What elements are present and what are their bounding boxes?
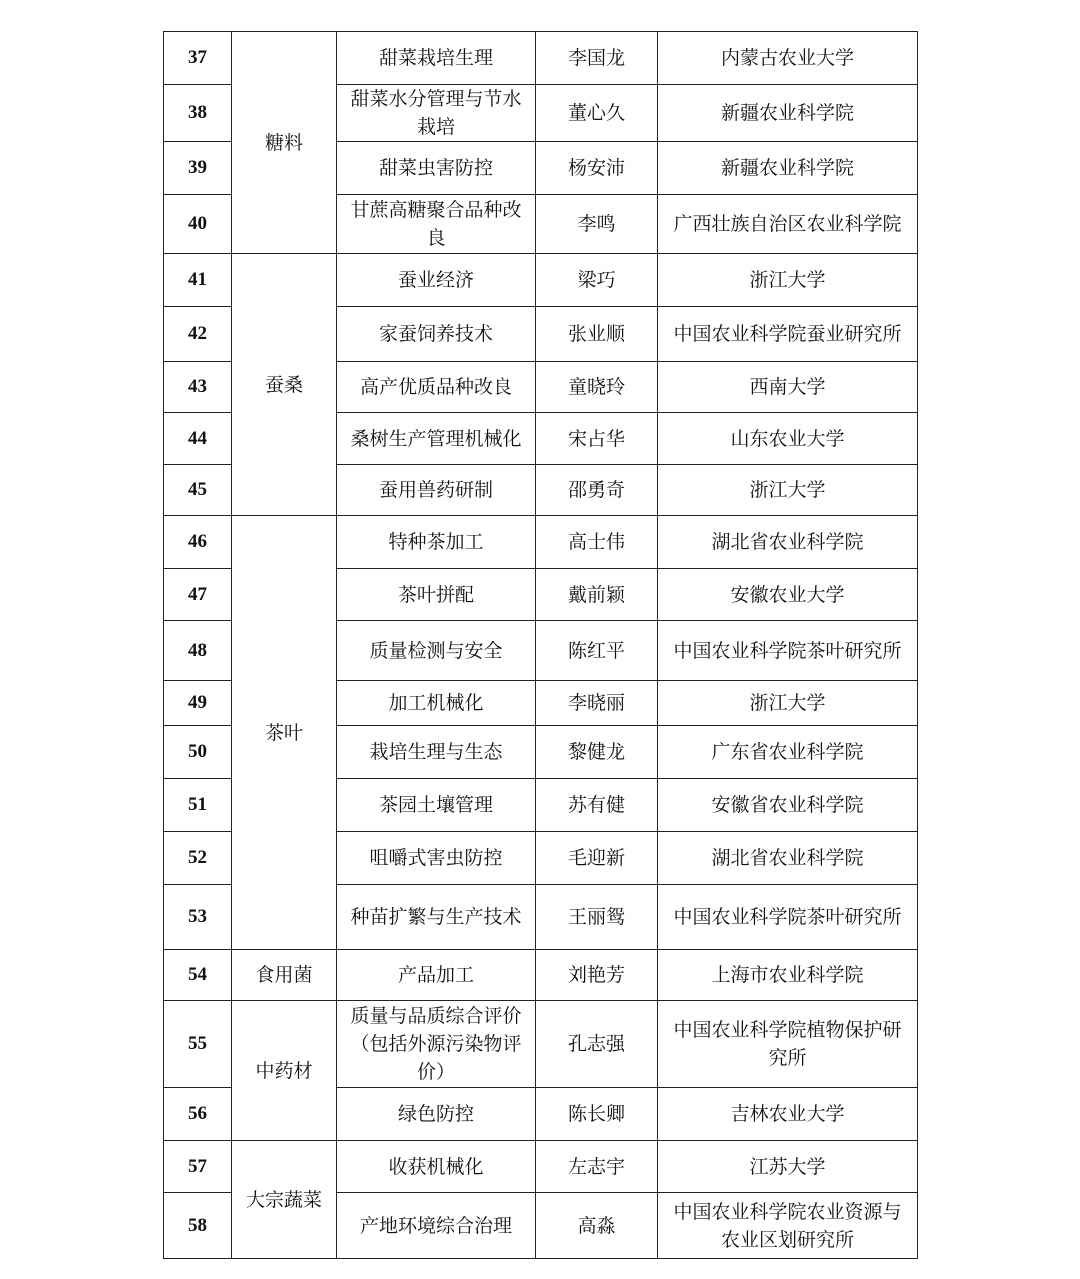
topic-cell: 咀嚼式害虫防控 <box>337 832 536 885</box>
name-cell: 梁巧 <box>536 254 658 307</box>
topic-cell: 质量检测与安全 <box>337 621 536 681</box>
name-cell: 李国龙 <box>536 32 658 85</box>
topic-cell: 收获机械化 <box>337 1141 536 1193</box>
name-cell: 宋占华 <box>536 413 658 465</box>
row-number: 53 <box>164 885 232 950</box>
row-number: 40 <box>164 195 232 254</box>
name-cell: 童晓玲 <box>536 362 658 413</box>
topic-cell: 茶叶拼配 <box>337 569 536 621</box>
table-row <box>164 1141 918 1193</box>
row-number: 43 <box>164 362 232 413</box>
table-row <box>164 254 918 307</box>
name-cell: 张业顺 <box>536 307 658 362</box>
row-number: 46 <box>164 516 232 569</box>
org-cell: 浙江大学 <box>658 254 918 307</box>
topic-cell: 栽培生理与生态 <box>337 726 536 779</box>
topic-cell: 加工机械化 <box>337 681 536 726</box>
category-cell: 中药材 <box>232 1001 337 1141</box>
row-number: 37 <box>164 32 232 85</box>
org-cell: 吉林农业大学 <box>658 1088 918 1141</box>
row-number: 47 <box>164 569 232 621</box>
row-number: 41 <box>164 254 232 307</box>
category-cell: 糖料 <box>232 32 337 254</box>
org-cell: 中国农业科学院茶叶研究所 <box>658 621 918 681</box>
row-number: 58 <box>164 1193 232 1259</box>
org-cell: 山东农业大学 <box>658 413 918 465</box>
row-number: 51 <box>164 779 232 832</box>
row-number: 45 <box>164 465 232 516</box>
topic-cell: 绿色防控 <box>337 1088 536 1141</box>
category-cell: 食用菌 <box>232 950 337 1001</box>
org-cell: 安徽农业大学 <box>658 569 918 621</box>
org-cell: 江苏大学 <box>658 1141 918 1193</box>
name-cell: 苏有健 <box>536 779 658 832</box>
name-cell: 毛迎新 <box>536 832 658 885</box>
name-cell: 高淼 <box>536 1193 658 1259</box>
row-number: 48 <box>164 621 232 681</box>
org-cell: 广东省农业科学院 <box>658 726 918 779</box>
topic-cell: 茶园土壤管理 <box>337 779 536 832</box>
topic-cell: 高产优质品种改良 <box>337 362 536 413</box>
table-row <box>164 950 918 1001</box>
org-cell: 广西壮族自治区农业科学院 <box>658 195 918 254</box>
topic-cell: 蚕业经济 <box>337 254 536 307</box>
name-cell: 邵勇奇 <box>536 465 658 516</box>
category-cell: 蚕桑 <box>232 254 337 516</box>
topic-cell: 产品加工 <box>337 950 536 1001</box>
name-cell: 杨安沛 <box>536 142 658 195</box>
row-number: 38 <box>164 85 232 142</box>
name-cell: 李晓丽 <box>536 681 658 726</box>
topic-cell: 种苗扩繁与生产技术 <box>337 885 536 950</box>
row-number: 42 <box>164 307 232 362</box>
category-cell: 茶叶 <box>232 516 337 950</box>
org-cell: 中国农业科学院植物保护研究所 <box>658 1001 918 1088</box>
org-cell: 新疆农业科学院 <box>658 142 918 195</box>
name-cell: 王丽鸳 <box>536 885 658 950</box>
category-cell: 大宗蔬菜 <box>232 1141 337 1259</box>
org-cell: 新疆农业科学院 <box>658 85 918 142</box>
name-cell: 陈长卿 <box>536 1088 658 1141</box>
org-cell: 湖北省农业科学院 <box>658 832 918 885</box>
row-number: 56 <box>164 1088 232 1141</box>
row-number: 39 <box>164 142 232 195</box>
topic-cell: 质量与品质综合评价（包括外源污染物评价） <box>337 1001 536 1088</box>
row-number: 52 <box>164 832 232 885</box>
org-cell: 内蒙古农业大学 <box>658 32 918 85</box>
table-row <box>164 32 918 85</box>
org-cell: 中国农业科学院农业资源与农业区划研究所 <box>658 1193 918 1259</box>
org-cell: 上海市农业科学院 <box>658 950 918 1001</box>
org-cell: 湖北省农业科学院 <box>658 516 918 569</box>
topic-cell: 产地环境综合治理 <box>337 1193 536 1259</box>
name-cell: 陈红平 <box>536 621 658 681</box>
name-cell: 左志宇 <box>536 1141 658 1193</box>
topic-cell: 家蚕饲养技术 <box>337 307 536 362</box>
row-number: 49 <box>164 681 232 726</box>
name-cell: 董心久 <box>536 85 658 142</box>
org-cell: 中国农业科学院茶叶研究所 <box>658 885 918 950</box>
row-number: 55 <box>164 1001 232 1088</box>
name-cell: 刘艳芳 <box>536 950 658 1001</box>
topic-cell: 桑树生产管理机械化 <box>337 413 536 465</box>
row-number: 57 <box>164 1141 232 1193</box>
topic-cell: 甜菜虫害防控 <box>337 142 536 195</box>
topic-cell: 蚕用兽药研制 <box>337 465 536 516</box>
org-cell: 安徽省农业科学院 <box>658 779 918 832</box>
name-cell: 李鸣 <box>536 195 658 254</box>
table-row <box>164 516 918 569</box>
topic-cell: 甘蔗高糖聚合品种改良 <box>337 195 536 254</box>
org-cell: 西南大学 <box>658 362 918 413</box>
topic-cell: 特种茶加工 <box>337 516 536 569</box>
org-cell: 中国农业科学院蚕业研究所 <box>658 307 918 362</box>
row-number: 54 <box>164 950 232 1001</box>
expert-table <box>163 31 918 1259</box>
name-cell: 孔志强 <box>536 1001 658 1088</box>
table-row <box>164 1001 918 1088</box>
row-number: 44 <box>164 413 232 465</box>
topic-cell: 甜菜水分管理与节水栽培 <box>337 85 536 142</box>
row-number: 50 <box>164 726 232 779</box>
org-cell: 浙江大学 <box>658 465 918 516</box>
topic-cell: 甜菜栽培生理 <box>337 32 536 85</box>
org-cell: 浙江大学 <box>658 681 918 726</box>
name-cell: 黎健龙 <box>536 726 658 779</box>
name-cell: 戴前颖 <box>536 569 658 621</box>
name-cell: 高士伟 <box>536 516 658 569</box>
